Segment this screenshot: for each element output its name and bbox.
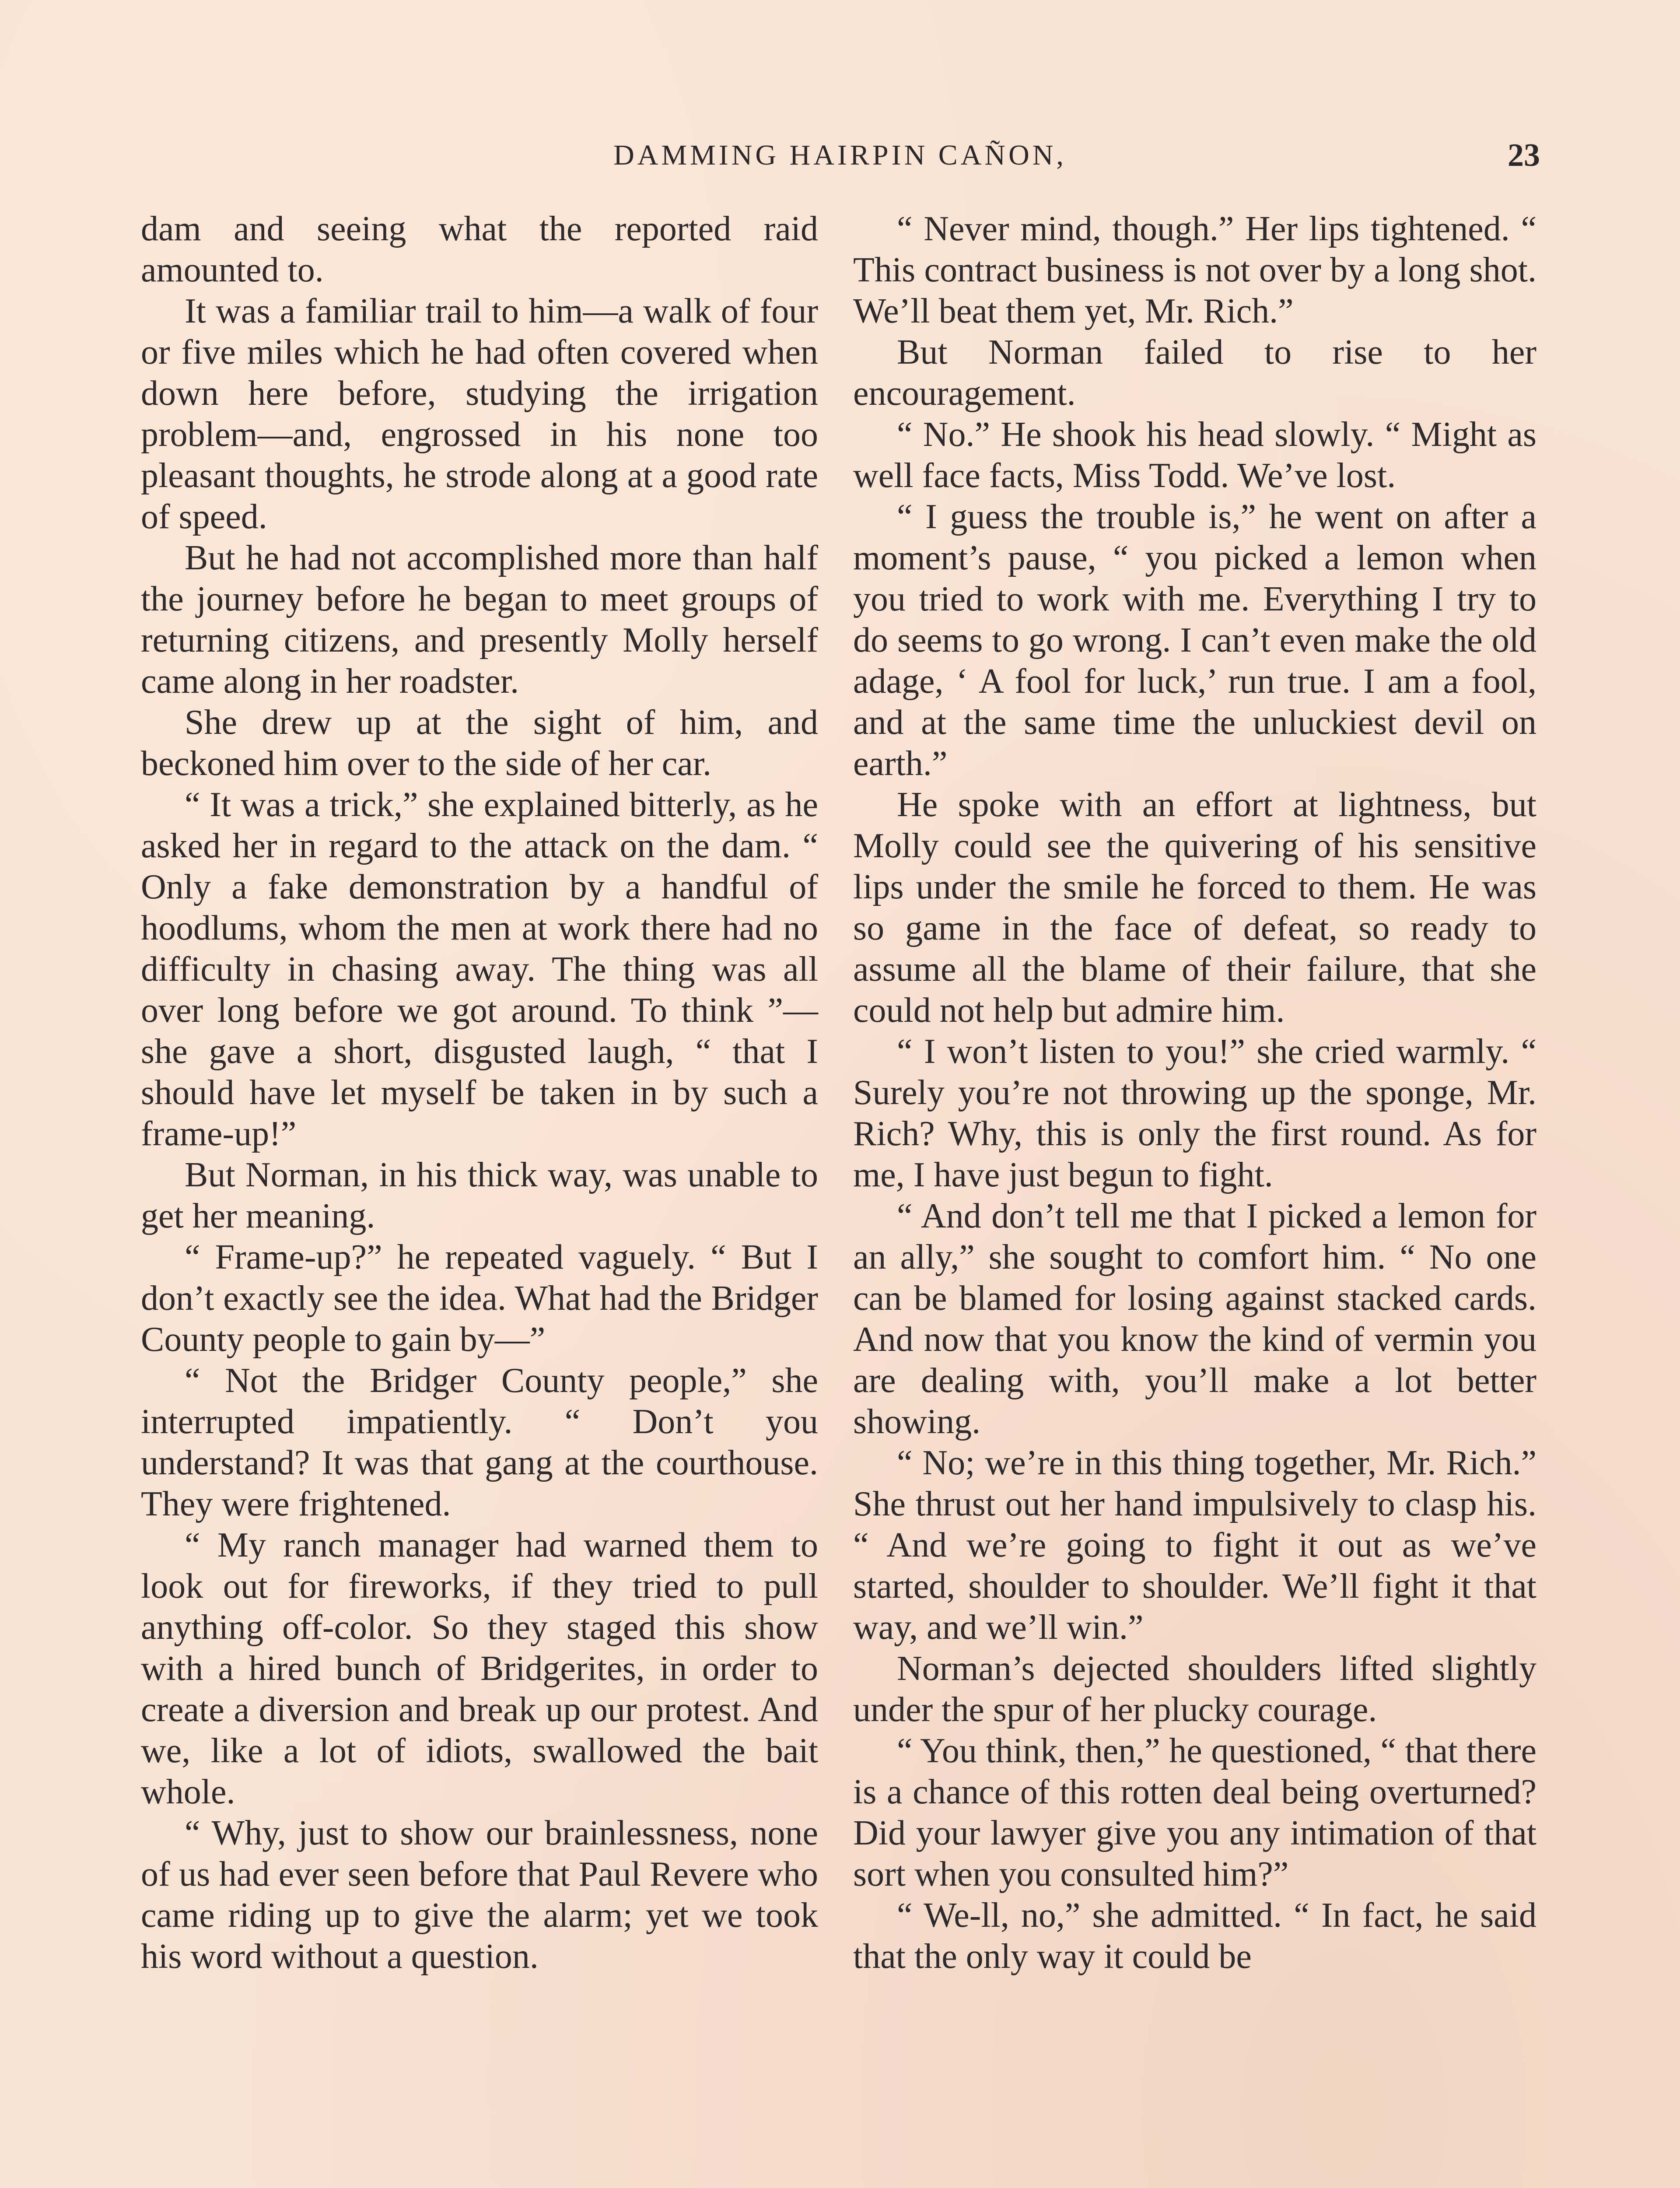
paragraph: “ Why, just to show our brainlessness, none of us had ever seen before that Paul Revere who came riding up to give the alarm; yet we took his word without a question. <box>141 1814 818 1976</box>
paragraph: “ No; we’re in this thing together, Mr. Rich.” She thrust out her hand impulsively to clasp his. “ And we’re going to fight it out as we’ve started, shoulder to shoulder. We’ll fight it that way, and we’ll win.” <box>853 1444 1536 1647</box>
paragraph: “ And don’t tell me that I picked a lemon for an ally,” she sought to comfort him. “ No one can be blamed for losing against stacked cards. And now that you know the kind of vermin you are dealing with, you’ll make a lot better showing. <box>853 1197 1536 1441</box>
paragraph: But he had not accomplished more than half the journey before he began to meet groups of returning citizens, and presently Molly herself came along in her roadster. <box>141 539 818 701</box>
paragraph: “ No.” He shook his head slowly. “ Might as well face facts, Miss Todd. We’ve lost. <box>853 415 1536 495</box>
paragraph: “ We-ll, no,” she admitted. “ In fact, he said that the only way it could be <box>853 1896 1536 1976</box>
paragraph: “ I guess the trouble is,” he went on after a moment’s pause, “ you picked a lemon when you tried to work with me. Everything I try to do seems to go wrong. I can’t even make the old adage, ‘ A fool for luck,’ run true. I am a fool, and at the same time the unluckiest devil on earth.” <box>853 498 1536 783</box>
running-header <box>140 133 1540 177</box>
paragraph: She drew up at the sight of him, and beckoned him over to the side of her car. <box>141 703 818 783</box>
paragraph: “ Frame-up?” he repeated vaguely. “ But I don’t exactly see the idea. What had the Bridger County people to gain by—” <box>141 1238 818 1359</box>
paragraph: “ Not the Bridger County people,” she interrupted impatiently. “ Don’t you understand? It was that gang at the courthouse. They were frightened. <box>141 1361 818 1523</box>
paragraph: dam and seeing what the reported raid amounted to. <box>141 210 818 289</box>
left-text-column <box>141 208 818 1977</box>
chapter-title: DAMMING HAIRPIN CAÑON, <box>613 139 1067 171</box>
paragraph: “ My ranch manager had warned them to look out for fireworks, if they tried to pull anything off-color. So they staged this show with a hired bunch of Bridgerites, in order to create a diversion and break up our protest. And we, like a lot of idiots, swallowed the bait whole. <box>141 1526 818 1811</box>
paragraph: He spoke with an effort at lightness, but Molly could see the quivering of his sensitive lips under the smile he forced to them. He was so game in the face of defeat, so ready to assume all the blame of their failure, that she could not help but admire him. <box>853 785 1536 1030</box>
paragraph: But Norman failed to rise to her encouragement. <box>853 333 1536 413</box>
paragraph: It was a familiar trail to him—a walk of four or five miles which he had often covered when down here before, studying the irrigation problem—and, engrossed in his none too pleasant thoughts, he strode along at a good rate of speed. <box>141 292 818 536</box>
paragraph: “ It was a trick,” she explained bitterly, as he asked her in regard to the attack on the dam. “ Only a fake demonstration by a handful of hoodlums, whom the men at work there had no difficulty in chasing away. The thing was all over long before we got around. To think ”—she gave a short, disgusted laugh, “ that I should have let myself be taken in by such a frame-up!” <box>141 785 818 1153</box>
paragraph: “ You think, then,” he questioned, “ that there is a chance of this rotten deal being overturned? Did your lawyer give you any intimation of that sort when you consulted him?” <box>853 1732 1536 1893</box>
paragraph: “ I won’t listen to you!” she cried warmly. “ Surely you’re not throwing up the sponge, Mr. Rich? Why, this is only the first round. As for me, I have just begun to fight. <box>853 1032 1536 1194</box>
right-text-column <box>853 208 1536 1977</box>
paragraph: But Norman, in his thick way, was unable to get her meaning. <box>141 1156 818 1235</box>
paragraph: “ Never mind, though.” Her lips tightened. “ This contract business is not over by a long shot. We’ll beat them yet, Mr. Rich.” <box>853 210 1536 330</box>
paragraph: Norman’s dejected shoulders lifted slightly under the spur of her plucky courage. <box>853 1649 1536 1729</box>
page-number: 23 <box>1508 137 1540 173</box>
